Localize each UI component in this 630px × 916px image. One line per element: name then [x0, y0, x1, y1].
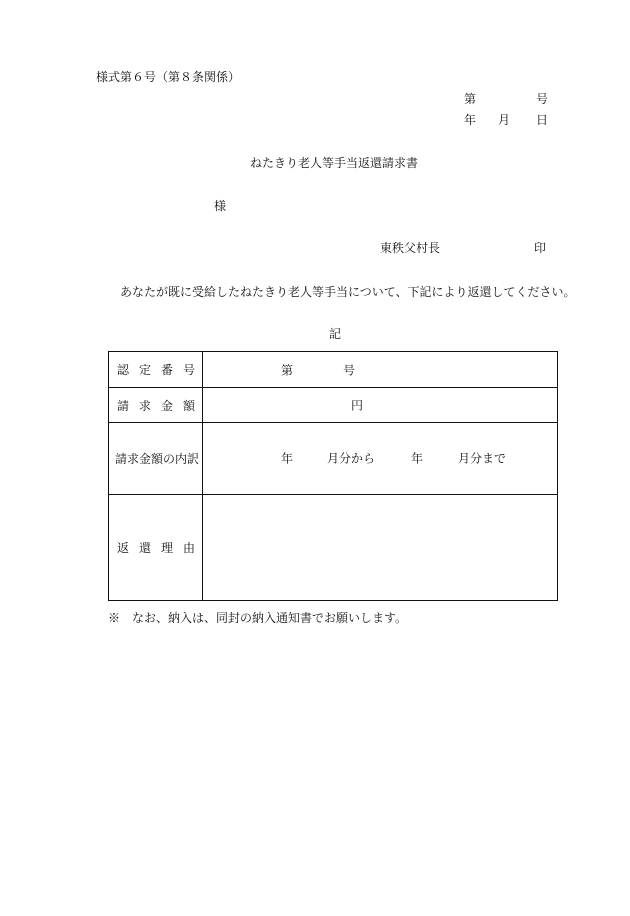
form-number: 様式第６号（第８条関係） — [96, 70, 241, 84]
breakdown-to-month: 月分まで — [458, 451, 507, 466]
table-row-amount-breakdown — [109, 423, 558, 494]
breakdown-to-year: 年 — [411, 451, 424, 466]
requested-amount-value[interactable] — [203, 388, 558, 423]
details-table — [108, 351, 558, 601]
document-title: ねたきり老人等手当返還請求書 — [250, 156, 419, 170]
breakdown-from-month: 月分から — [327, 451, 376, 466]
amount-breakdown-label: 請求金額の内訳 — [115, 451, 200, 466]
reference-number-prefix: 第 — [464, 92, 477, 106]
certification-number-suffix: 号 — [343, 363, 356, 378]
payment-note: ※ なお、納入は、同封の納入通知書でお願いします。 — [108, 611, 408, 625]
table-row-certification-number — [109, 352, 558, 388]
date-day-label: 日 — [536, 113, 549, 127]
issuer-name: 東秩父村長 — [380, 241, 441, 255]
seal-mark: 印 — [534, 241, 547, 255]
label-cell — [109, 388, 203, 423]
return-reason-label: 返 還 理 由 — [117, 540, 195, 555]
label-cell — [109, 423, 203, 494]
certification-number-prefix: 第 — [281, 363, 294, 378]
return-reason-value[interactable] — [203, 494, 558, 600]
date-month-label: 月 — [498, 113, 511, 127]
certification-number-label: 認 定 番 号 — [117, 363, 195, 378]
breakdown-from-year: 年 — [281, 451, 294, 466]
certification-number-value[interactable] — [203, 352, 558, 388]
requested-amount-label: 請 求 金 額 — [117, 398, 195, 413]
addressee-honorific: 様 — [214, 199, 227, 213]
table-row-requested-amount — [109, 388, 558, 423]
reference-number-suffix: 号 — [536, 92, 549, 106]
label-cell — [109, 494, 203, 600]
amount-breakdown-value[interactable] — [203, 423, 558, 494]
table-row-return-reason — [109, 494, 558, 600]
amount-unit: 円 — [351, 398, 364, 413]
request-body-text: あなたが既に受給したねたきり老人等手当について、下記により返還してください。 — [120, 285, 576, 299]
date-year-label: 年 — [464, 113, 477, 127]
ki-heading: 記 — [329, 327, 342, 341]
label-cell — [109, 352, 203, 388]
